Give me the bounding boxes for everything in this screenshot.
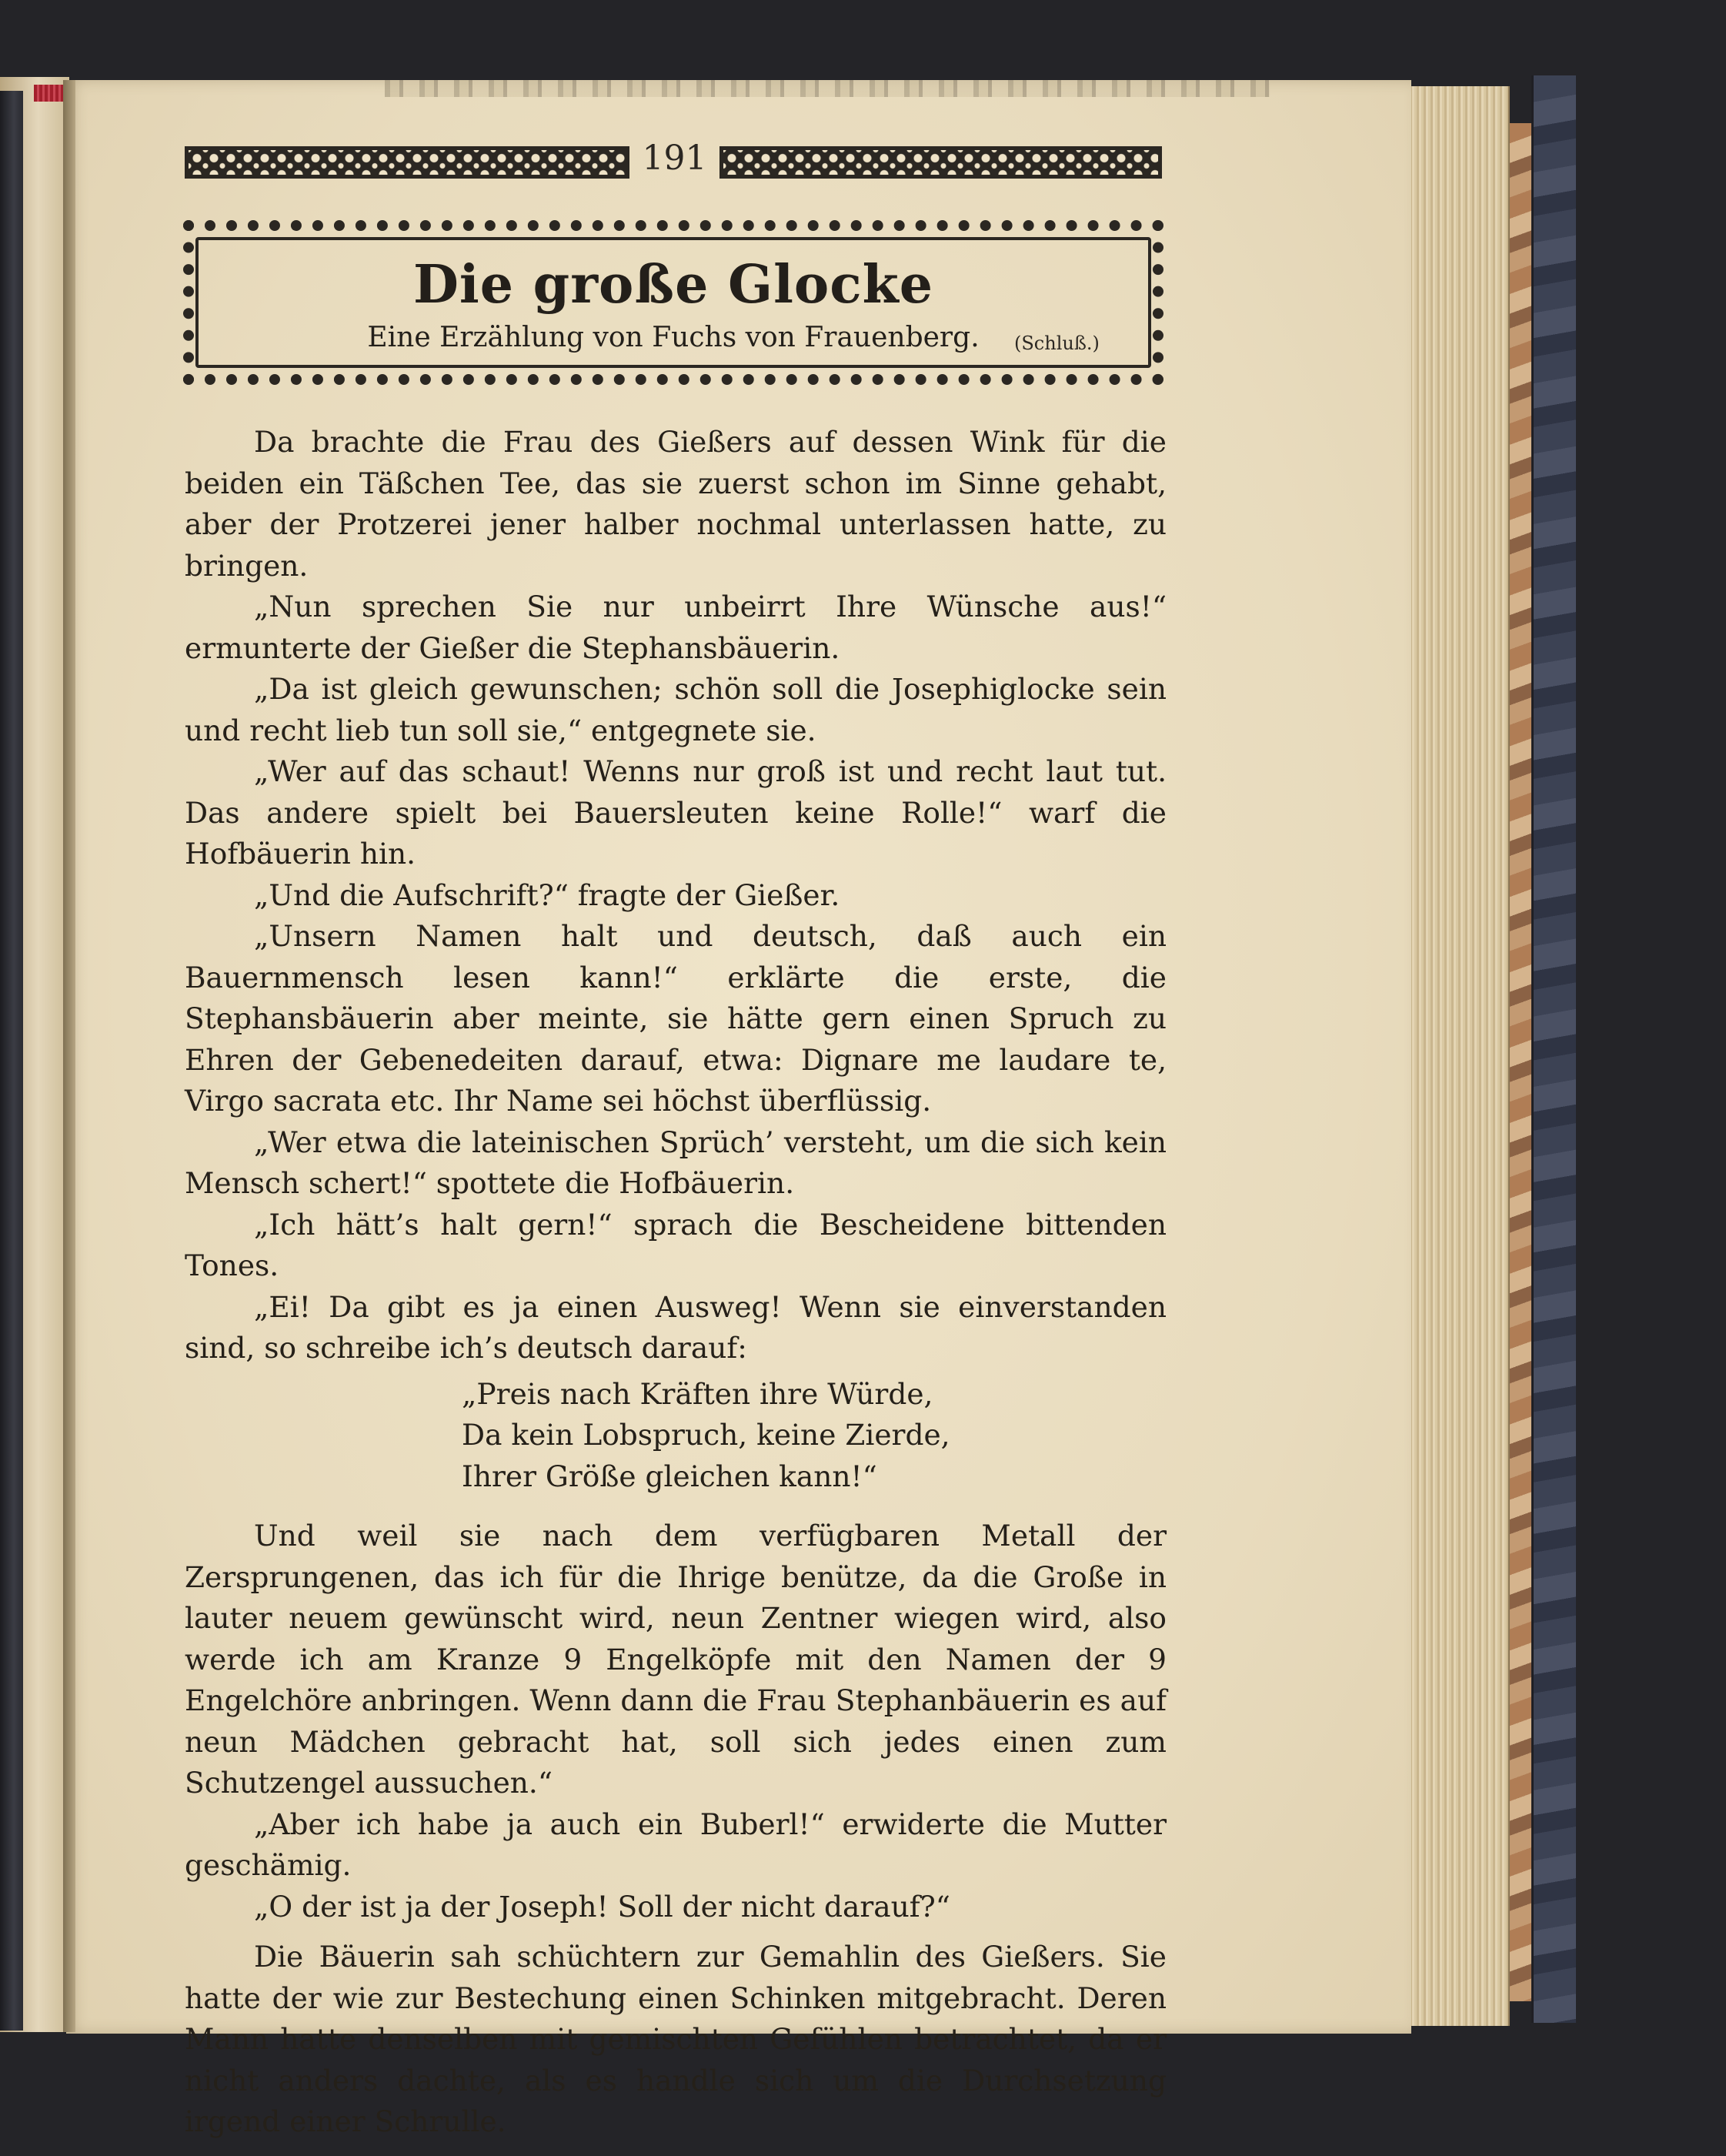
paragraph: Die Bäuerin sah schüchtern zur Gemahlin des Gießers. Sie hatte der wie zur Bestechung einen Schinken mitgebracht. Deren Mann hatte denselben mit gemischten Gefühlen betrachtet, da er nicht anders dachte, als es handle sich um die Durchsetzung irgend einer Schrulle. (185, 1940, 1167, 2138)
article-subtitle: Eine Erzählung von Fuchs von Frauenberg. (367, 322, 980, 353)
right-cover-edge (1531, 75, 1576, 2023)
marbled-page-edge (1507, 123, 1531, 2001)
article-body (185, 422, 1167, 2143)
paragraph: Und weil sie nach dem verfügbaren Metall der Zersprungenen, das ich für die Ihrige benütze, da die Große in lauter neuem gewünscht wird, neun Zentner wiegen wird, also werde ich am Kranze 9 Engelköpfe mit den Namen der 9 Engelchöre anbringen. Wenn dann die Frau Stephanbäuerin es auf neun Mädchen gebracht hat, soll sich jedes einen zum Schutzengel aussuchen.“ (185, 1519, 1167, 1800)
verse-line: Da kein Lobspruch, keine Zierde, (462, 1418, 950, 1452)
binding-thread (34, 85, 65, 102)
verse-block (462, 1374, 1167, 1498)
left-cover-edge (0, 91, 23, 2031)
paragraph: „Und die Aufschrift?“ fragte der Gießer. (254, 877, 840, 912)
header-ornament-left (185, 146, 629, 179)
top-edge-texture (385, 80, 1270, 97)
paragraph: „Ei! Da gibt es ja einen Ausweg! Wenn sie einverstanden sind, so schreibe ich’s deutsch darauf: (185, 1289, 1167, 1365)
header-ornament-right (719, 146, 1162, 179)
verse-line: „Preis nach Kräften ihre Würde, (462, 1376, 933, 1411)
continuation-note: (Schluß.) (1014, 333, 1100, 354)
paragraph: „Nun sprechen Sie nur unbeirrt Ihre Wünsche aus!“ ermunterte der Gießer die Stephansbäuerin. (185, 590, 1167, 665)
paragraph: „Wer auf das schaut! Wenns nur groß ist und recht laut tut. Das andere spielt bei Bauersleuten keine Rolle!“ warf die Hofbäuerin hin. (185, 754, 1167, 871)
page-number: 191 (642, 139, 707, 178)
paragraph: Da brachte die Frau des Gießers auf dessen Wink für die beiden ein Täßchen Tee, das sie zuerst schon im Sinne gehabt, aber der Protzerei jener halber nochmal unterlassen hatte, zu bringen. (185, 425, 1167, 583)
page-stack-edge (1400, 86, 1510, 2026)
paragraph: „Aber ich habe ja auch ein Buberl!“ erwiderte die Mutter geschämig. (185, 1807, 1167, 1882)
article-title: Die große Glocke (412, 254, 934, 316)
paragraph: „Wer etwa die lateinischen Sprüch’ versteht, um die sich kein Mensch schert!“ spottete die Hofbäuerin. (185, 1125, 1167, 1200)
verse-line: Ihrer Größe gleichen kann!“ (462, 1459, 877, 1493)
paragraph: „Unsern Namen halt und deutsch, daß auch ein Bauernmensch lesen kann!“ erklärte die erste, die Stephansbäuerin aber meinte, sie hätte gern einen Spruch zu Ehren der Gebenedeiten darauf, etwa: Dignare me laudare te, Virgo sacrata etc. Ihr Name sei höchst überflüssig. (185, 919, 1167, 1118)
paragraph: „Da ist gleich gewunschen; schön soll die Josephiglocke sein und recht lieb tun soll sie,“ entgegnete sie. (185, 672, 1167, 747)
paragraph: „Ich hätt’s halt gern!“ sprach die Bescheidene bittenden Tones. (185, 1207, 1167, 1282)
paragraph: „O der ist ja der Joseph! Soll der nicht darauf?“ (254, 1889, 950, 1924)
page-gutter (63, 80, 75, 2032)
